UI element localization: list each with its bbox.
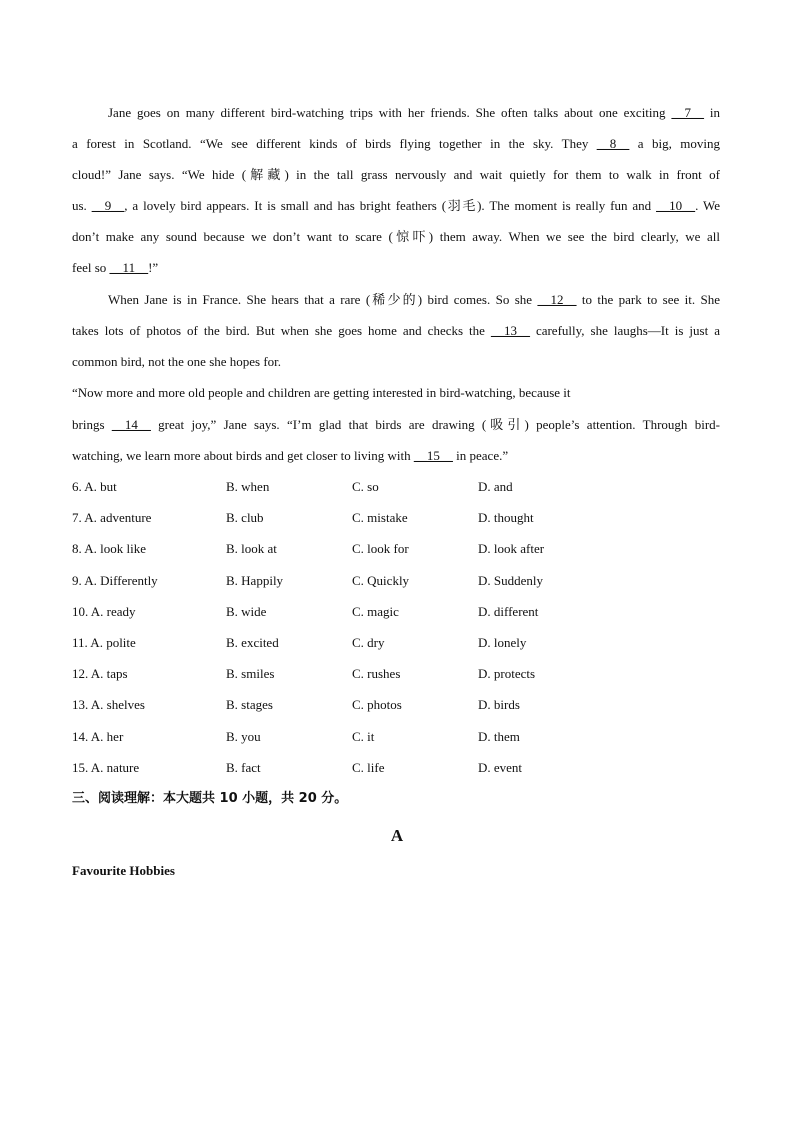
option-a[interactable]: 10. A. ready <box>72 604 136 619</box>
passage-line-2: a forest in Scotland. “We see different kinds of birds flying together in the sky. They __8__ a big, moving <box>72 136 720 151</box>
blank-8[interactable]: __8__ <box>596 136 630 151</box>
passage-line-7: When Jane is in France. She hears that a rare (稀少的) bird comes. So she __12__ to the park to see it. She <box>108 292 720 307</box>
option-c[interactable]: C. so <box>352 479 379 494</box>
option-d[interactable]: D. look after <box>478 541 545 556</box>
option-b[interactable]: B. you <box>226 729 261 744</box>
option-d[interactable]: D. and <box>478 479 513 494</box>
option-d[interactable]: D. thought <box>478 510 534 525</box>
option-b[interactable]: B. stages <box>226 697 273 712</box>
option-c[interactable]: C. life <box>352 760 385 775</box>
option-b[interactable]: B. wide <box>226 604 267 619</box>
passage-line-6: feel so __11__!” <box>72 260 159 275</box>
option-b[interactable]: B. excited <box>226 635 279 650</box>
option-a[interactable]: 14. A. her <box>72 729 124 744</box>
option-d[interactable]: D. event <box>478 760 523 775</box>
option-d[interactable]: D. them <box>478 729 520 744</box>
option-d[interactable]: D. Suddenly <box>478 573 543 588</box>
option-a[interactable]: 6. A. but <box>72 479 117 494</box>
passage-line-11: brings __14__ great joy,” Jane says. “I’m glad that birds are drawing (吸引) people’s attention. Through bird- <box>72 417 721 432</box>
option-a[interactable]: 9. A. Differently <box>72 573 158 588</box>
passage-line-3: cloud!” Jane says. “We hide (解藏) in the tall grass nervously and wait quietly for them to walk in front of <box>72 167 720 182</box>
blank-15[interactable]: __15__ <box>413 448 453 463</box>
passage-title: Favourite Hobbies <box>72 863 175 878</box>
blank-7[interactable]: __7__ <box>671 105 704 120</box>
option-a[interactable]: 15. A. nature <box>72 760 140 775</box>
option-c[interactable]: C. dry <box>352 635 385 650</box>
part-label: A <box>390 826 404 845</box>
option-d[interactable]: D. birds <box>478 697 520 712</box>
section-heading: 三、阅读理解：本大题共 10 小题，共 20 分。 <box>72 791 348 806</box>
blank-12[interactable]: __12__ <box>537 292 577 307</box>
blank-13[interactable]: __13__ <box>490 323 530 338</box>
option-d[interactable]: D. lonely <box>478 635 527 650</box>
option-c[interactable]: C. rushes <box>352 666 401 681</box>
option-d[interactable]: D. different <box>478 604 539 619</box>
option-c[interactable]: C. it <box>352 729 375 744</box>
passage-line-5: don’t make any sound because we don’t want to scare (惊吓) them away. When we see the bird clearly, we all <box>72 229 720 244</box>
option-a[interactable]: 12. A. taps <box>72 666 128 681</box>
blank-14[interactable]: __14__ <box>111 417 151 432</box>
blank-10[interactable]: __10__ <box>656 198 696 213</box>
option-b[interactable]: B. when <box>226 479 270 494</box>
passage-line-1: Jane goes on many different bird-watching trips with her friends. She often talks about one exciting __7__ in <box>108 105 720 120</box>
option-d[interactable]: D. protects <box>478 666 536 681</box>
passage-line-9: common bird, not the one she hopes for. <box>72 354 282 369</box>
passage-line-12: watching, we learn more about birds and get closer to living with __15__ in peace.” <box>72 448 509 463</box>
option-c[interactable]: C. Quickly <box>352 573 410 588</box>
option-b[interactable]: B. Happily <box>226 573 284 588</box>
blank-9[interactable]: __9__ <box>91 198 125 213</box>
option-a[interactable]: 11. A. polite <box>72 635 136 650</box>
passage-line-4: us. __9__, a lovely bird appears. It is small and has bright feathers (羽毛). The moment is really fun and __10__. We <box>72 198 720 213</box>
passage-line-10: “Now more and more old people and children are getting interested in bird-watching, because it <box>72 385 571 400</box>
passage-line-8: takes lots of photos of the bird. But when she goes home and checks the __13__ carefully, she laughs—It is just a <box>72 323 720 338</box>
option-b[interactable]: B. club <box>226 510 264 525</box>
option-b[interactable]: B. smiles <box>226 666 275 681</box>
option-a[interactable]: 13. A. shelves <box>72 697 145 712</box>
option-c[interactable]: C. mistake <box>352 510 408 525</box>
option-b[interactable]: B. look at <box>226 541 277 556</box>
option-c[interactable]: C. magic <box>352 604 399 619</box>
option-a[interactable]: 8. A. look like <box>72 541 147 556</box>
option-a[interactable]: 7. A. adventure <box>72 510 152 525</box>
option-b[interactable]: B. fact <box>226 760 261 775</box>
option-c[interactable]: C. photos <box>352 697 402 712</box>
blank-11[interactable]: __11__ <box>109 260 149 275</box>
option-c[interactable]: C. look for <box>352 541 409 556</box>
